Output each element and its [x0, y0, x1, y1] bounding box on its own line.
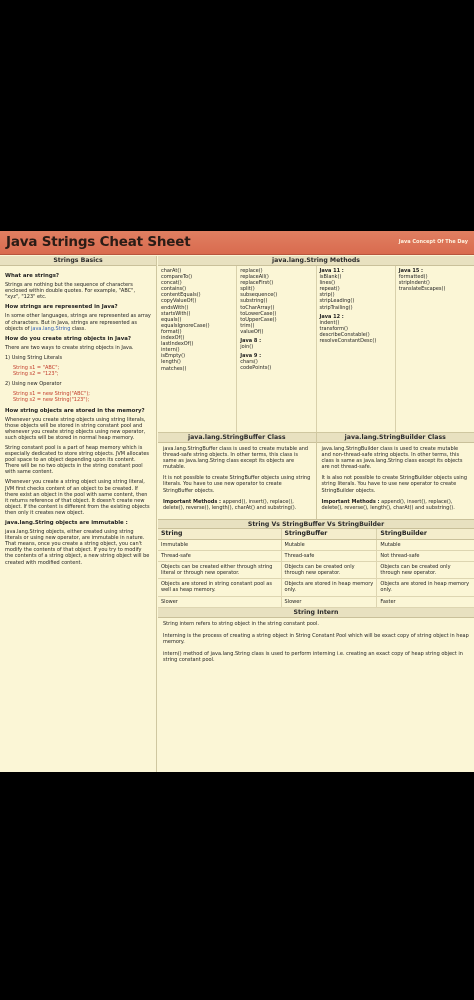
page-title: Java Strings Cheat Sheet: [6, 234, 191, 251]
method-name: stripTrailing(): [319, 304, 353, 311]
method-name: repeat(): [319, 286, 340, 293]
question: How string objects are stored in the memory?: [5, 407, 145, 414]
method-name: intern(): [161, 347, 180, 354]
version-label: Java 12 :: [319, 313, 344, 320]
table-cell: Immutable: [158, 539, 281, 550]
table-cell: Mutable: [377, 539, 474, 550]
table-row: [158, 551, 474, 562]
question: What are strings?: [5, 273, 60, 279]
code-line: String s1 = "ABC";: [13, 365, 60, 372]
method-name: indent(): [319, 319, 340, 326]
section-heading: Strings Basics: [0, 256, 156, 266]
method-name: endsWith(): [161, 304, 189, 311]
answer: In some other languages, strings are represented as array of characters. But in Java, strings are represented as objects of java.lang.String class.: [5, 313, 151, 332]
method-name: indexOf(): [161, 335, 185, 342]
question: java.lang.String objects are immutable :: [5, 520, 128, 526]
method-name: equals(): [161, 316, 182, 323]
string-methods-list: [158, 266, 474, 433]
method-name: lastIndexOf(): [161, 341, 194, 348]
paragraph: Interning is the process of creating a string object in String Constant Pool which will be exact copy of string object in heap memory.: [163, 632, 469, 645]
column-header: StringBuilder: [377, 529, 474, 540]
method-name: valueOf(): [240, 328, 264, 335]
method-name: stripLeading(): [319, 298, 355, 305]
paragraph: intern() method of java.lang.String class is used to perform interning i.e. creating an exact copy of heap string object in string constant pool.: [163, 650, 463, 663]
code-line: String s2 = new String("123");: [13, 397, 90, 404]
method-name: charAt(): [161, 268, 182, 274]
answer: Strings are nothing but the sequence of characters enclosed within double quotes. For example, "ABC", "xyz", "123" etc.: [5, 282, 136, 301]
method-name: isBlank(): [319, 274, 342, 281]
section-heading: String Intern: [158, 608, 474, 618]
method-name: format(): [161, 328, 182, 335]
buffer-builder-row: [158, 433, 474, 519]
string-intern-section: [158, 608, 474, 672]
site-tagline: Java Concept Of The Day: [398, 239, 468, 246]
method-name: matches(): [161, 365, 187, 372]
stringbuffer-section: [158, 433, 317, 519]
method-name: contains(): [161, 286, 187, 293]
method-name: isEmpty(): [161, 353, 186, 360]
paragraph: It is not possible to create StringBuffer objects using string literals. You have to use new operator to create StringBuffer objects.: [163, 475, 311, 494]
answer: java.lang.String objects, either created using string literals or using new operator, are immutable in nature. That means, once you create a string object, you can't modify the contents of that object. If you try to modify the contents of a string object, a new string object will be created with modified content.: [5, 529, 150, 566]
table-row: [158, 596, 474, 607]
section-heading: String Vs StringBuffer Vs StringBuilder: [158, 519, 474, 529]
method-name: substring(): [240, 298, 268, 305]
method-label: 2) Using new Operator: [5, 381, 62, 388]
paragraph: String intern refers to string object in the string constant pool.: [163, 620, 319, 627]
column-header: StringBuffer: [281, 529, 377, 540]
method-name: replaceFirst(): [240, 280, 274, 287]
method-name: stripIndent(): [398, 280, 430, 287]
method-name: concat(): [161, 280, 182, 287]
section-heading: java.lang.StringBuilder Class: [317, 433, 474, 443]
method-name: chars(): [240, 359, 258, 366]
stringbuilder-section: [317, 433, 474, 519]
title-bar: [0, 231, 474, 255]
code-line: String s1 = new String("ABC");: [13, 391, 90, 398]
section-heading: java.lang.StringBuffer Class: [158, 433, 316, 443]
table-cell: Objects can be created only through new operator.: [281, 562, 377, 579]
table-cell: Mutable: [281, 539, 377, 550]
version-label: Java 11 :: [319, 268, 344, 274]
paragraph: Important Methods : append(), insert(), replace(), delete(), reverse(), length(), charAt() and substring().: [321, 498, 455, 511]
method-name: describeConstable(): [319, 331, 370, 338]
method-name: subsequence(): [240, 292, 278, 299]
table-cell: Objects can be created only through new operator.: [377, 562, 474, 579]
answer: Whenever you create string objects using string literals, those objects will be stored in string constant pool and whenever you create string objects using new operator, such objects will be stored in normal heap memory.: [5, 416, 146, 441]
table-cell: Objects can be created either through string literal or through new operator.: [158, 562, 281, 579]
table-cell: Objects are stored in string constant pool as well as heap memory.: [158, 579, 281, 596]
method-name: split(): [240, 286, 255, 293]
method-name: toUpperCase(): [240, 316, 277, 323]
table-cell: Thread-safe: [158, 551, 281, 562]
question: How strings are represented in Java?: [5, 304, 118, 311]
version-label: Java 15 :: [398, 268, 424, 274]
table-cell: Not thread-safe: [377, 551, 474, 562]
method-name: length(): [161, 359, 181, 366]
cheat-sheet-image: [0, 231, 474, 772]
method-name: translateEscapes(): [398, 286, 446, 293]
question: How do you create string objects in Java?: [5, 335, 131, 342]
method-name: compareTo(): [161, 274, 193, 281]
methods-column: [317, 266, 396, 432]
methods-column: [158, 266, 237, 432]
paragraph: It is also not possible to create StringBuilder objects using string literals. You have to use new operator to create StringBuilder objects.: [321, 475, 468, 494]
code-line: String s2 = "123";: [13, 371, 59, 378]
right-column: [158, 256, 474, 772]
paragraph: java.lang.StringBuffer class is used to create mutable and thread-safe string objects. In other terms, this class is same as java.lang.String class except its objects are mutable.: [163, 446, 309, 471]
methods-column: [396, 266, 474, 432]
answer: There are two ways to create string objects in Java.: [5, 344, 134, 351]
comparison-section: [158, 519, 474, 608]
method-name: startsWith(): [161, 310, 191, 317]
column-header: String: [158, 529, 281, 540]
method-name: transform(): [319, 325, 348, 332]
method-name: replace(): [240, 268, 263, 274]
method-name: trim(): [240, 322, 255, 329]
method-label: 1) Using String Literals: [5, 354, 63, 361]
answer: String constant pool is a part of heap memory which is especially dedicated to store string objects. JVM allocates pool space to an object depending upon its content. There will be no two objects in the string constant pool with same content.: [5, 444, 150, 476]
table-row: [158, 562, 474, 579]
method-name: join(): [240, 344, 254, 351]
version-label: Java 8 :: [240, 338, 262, 345]
method-name: replaceAll(): [240, 274, 269, 281]
method-name: formatted(): [398, 274, 428, 281]
method-name: copyValueOf(): [161, 298, 197, 305]
table-row: [158, 539, 474, 550]
table-cell: Faster: [377, 596, 474, 607]
comparison-table: [158, 529, 474, 608]
method-name: toLowerCase(): [240, 310, 277, 317]
method-name: toCharArray(): [240, 304, 275, 311]
version-label: Java 9 :: [240, 353, 262, 360]
method-name: strip(): [319, 292, 335, 299]
paragraph: java.lang.StringBuilder class is used to create mutable and non-thread-safe string objects. In other terms, this class is same as java.lang.String class except its objects are not thread-safe.: [321, 446, 463, 471]
table-cell: Objects are stored in heap memory only.: [281, 579, 377, 596]
answer: Whenever you create a string object using string literal, JVM first checks content of an object to be created. If there exist an object in the pool with same content, then it returns reference of that object. It doesn't create new object. If the content is different from the existing objects then only it creates new object.: [5, 479, 150, 516]
table-cell: Thread-safe: [281, 551, 377, 562]
method-name: lines(): [319, 280, 336, 287]
table-cell: Objects are stored in heap memory only.: [377, 579, 474, 596]
method-name: equalsIgnoreCase(): [161, 322, 210, 329]
table-cell: Slower: [281, 596, 377, 607]
method-name: contentEquals(): [161, 292, 201, 299]
strings-basics-section: [0, 256, 157, 772]
section-heading: java.lang.String Methods: [158, 256, 474, 266]
method-name: codePoints(): [240, 365, 272, 372]
paragraph: Important Methods : append(), insert(), replace(), delete(), reverse(), length(), charAt() and substring().: [163, 498, 297, 511]
table-row: [158, 579, 474, 596]
method-name: resolveConstantDesc(): [319, 338, 377, 345]
methods-column: [237, 266, 316, 432]
table-cell: Slower: [158, 596, 281, 607]
